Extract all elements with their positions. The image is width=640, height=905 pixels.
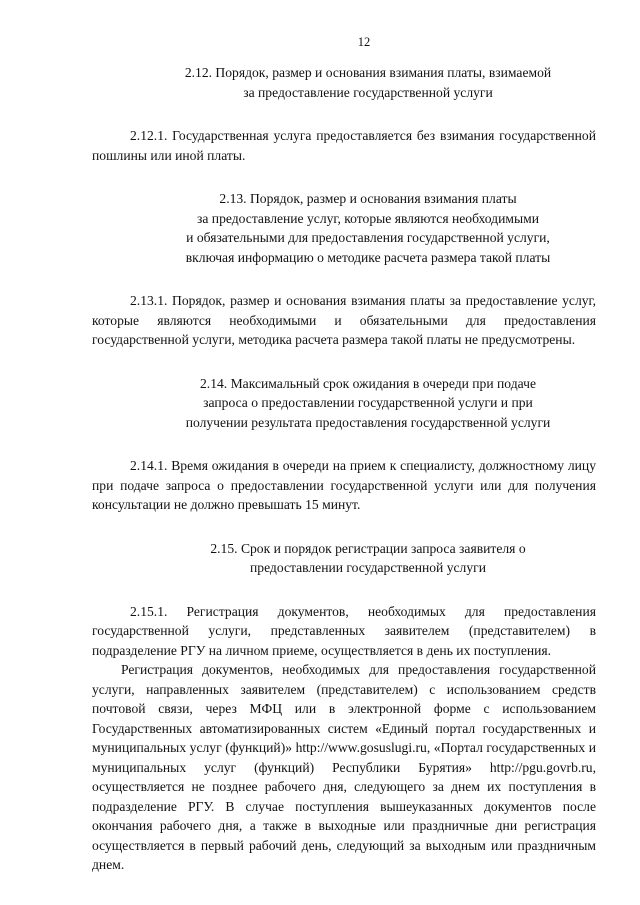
section-heading-2-13 (92, 189, 596, 267)
section-heading-2-14 (92, 374, 596, 433)
heading-line: за предоставление услуг, которые являются необходимыми (197, 210, 539, 226)
heading-line: включая информацию о методике расчета размера такой платы (185, 249, 551, 265)
heading-line: 2.14. Максимальный срок ожидания в очереди при подаче (200, 375, 536, 391)
paragraph-2-15-1: 2.15.1. Регистрация документов, необходимых для предоставления государственной услуги, представленных заявителем (представителем) в подразделение РГУ на личном приеме, осуществляется в день их поступления. (92, 603, 596, 658)
heading-line: 2.13. Порядок, размер и основания взимания платы (219, 191, 517, 206)
paragraph-2-12-1: 2.12.1. Государственная услуга предоставляется без взимания государственной пошлины или иной платы. (92, 128, 596, 163)
paragraph-2-15-1-registration: Регистрация документов, необходимых для предоставления государственной услуги, направленных заявителем (представителем) с использованием средств почтовой связи, через МФЦ или в электронной форме с использованием Государственных автоматизированных систем «Единый портал государственных и муниципальных услуг (функций)» http://www.gosuslugi.ru, «Портал государственных и муниципальных услуг (функций) Республики Бурятия» http://pgu.govrb.ru, осуществляется не позднее рабочего дня, следующего за днем их поступления в подразделение РГУ. В случае поступления вышеуказанных документов после окончания рабочего дня, а также в выходные или праздничные дни регистрация осуществляется в первый рабочий день, следующий за выходным или праздничным днем. (92, 662, 596, 872)
heading-line: предоставлении государственной услуги (250, 560, 486, 575)
paragraph-2-14-1: 2.14.1. Время ожидания в очереди на прием к специалисту, должностному лицу при подаче запроса о предоставлении государственной услуги или для получения консультации не должно превышать 15 минут. (92, 458, 596, 512)
heading-line: получении результата предоставления государственной услуги (185, 414, 551, 430)
heading-line: запроса о предоставлении государственной услуги и при (203, 395, 533, 410)
heading-line: и обязательными для предоставления государственной услуги, (186, 230, 550, 245)
heading-line: за предоставление государственной услуги (243, 84, 493, 100)
paragraph-2-13-1: 2.13.1. Порядок, размер и основания взимания платы за предоставление услуг, которые являются необходимыми и обязательными для предоставления государственной услуги, методика расчета размера такой платы не предусмотрены. (92, 293, 596, 347)
section-heading-2-12 (92, 63, 596, 102)
heading-line: 2.12. Порядок, размер и основания взимания платы, взимаемой (184, 65, 552, 80)
section-heading-2-15 (92, 539, 596, 578)
heading-line: 2.15. Срок и порядок регистрации запроса заявителя о (210, 540, 526, 556)
page-number: 12 (357, 35, 371, 49)
